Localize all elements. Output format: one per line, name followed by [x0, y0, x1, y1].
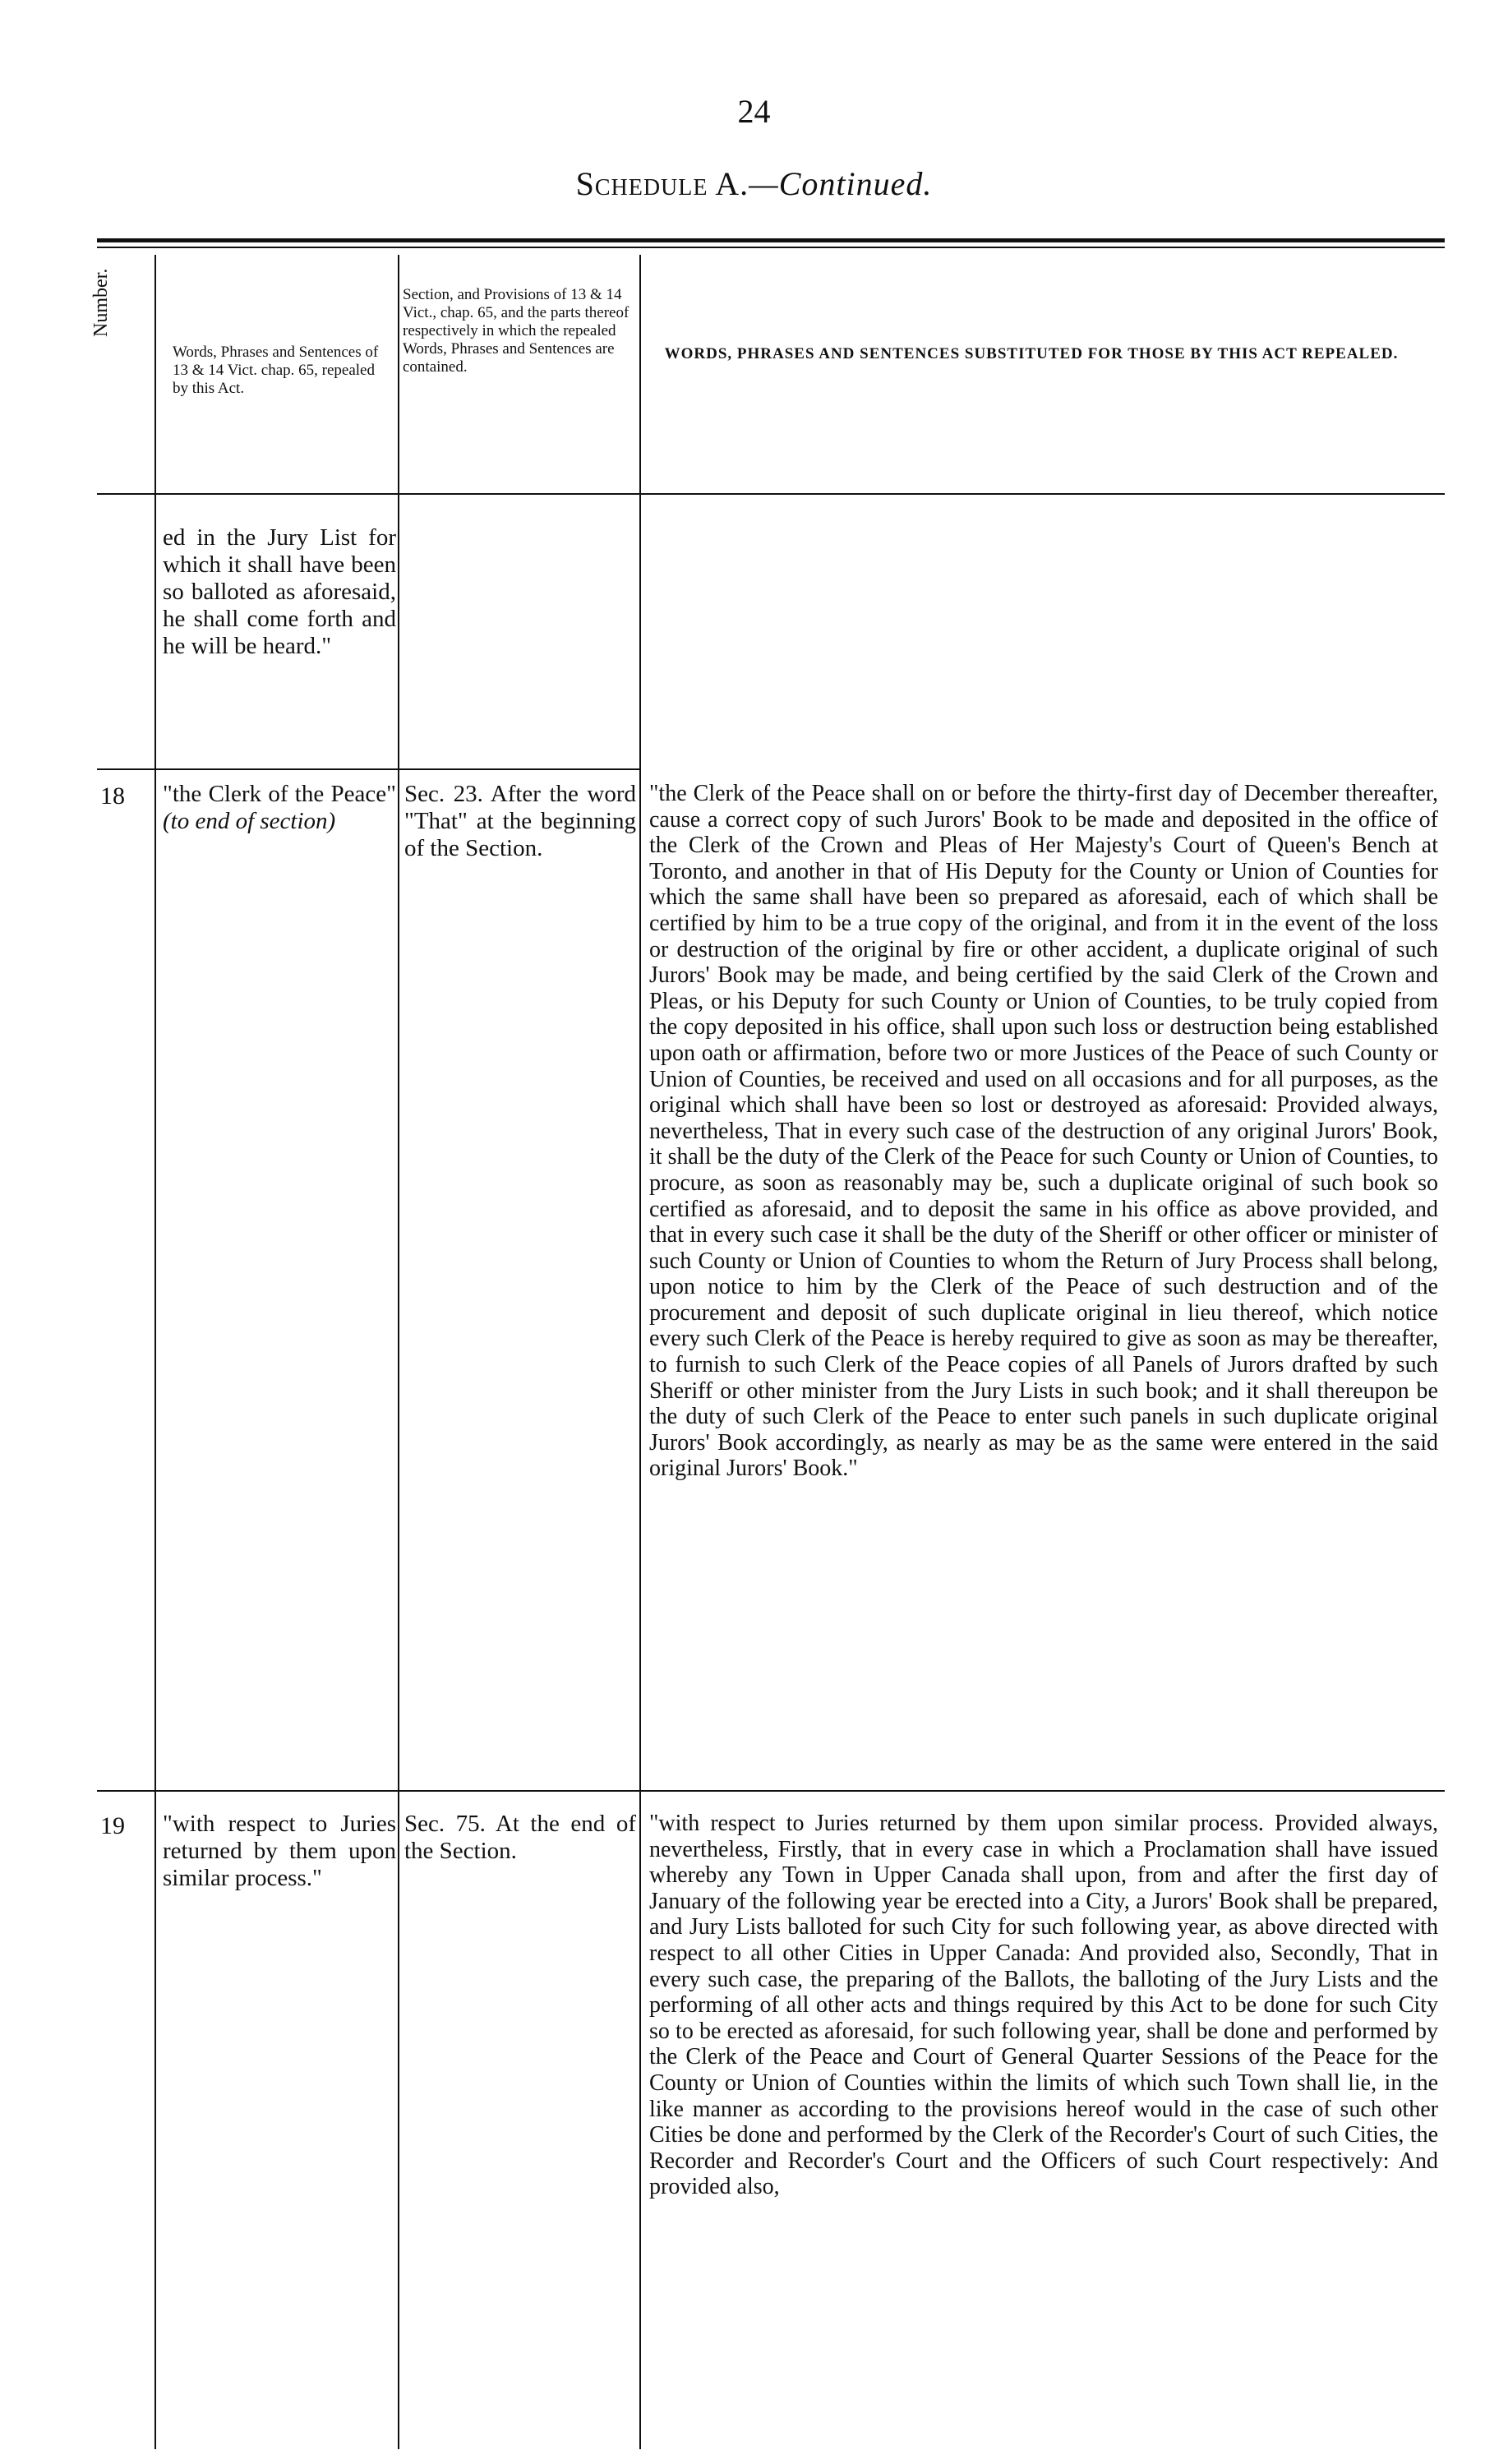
header-number: Number. — [90, 268, 112, 337]
row-18-words — [163, 781, 396, 835]
row-number-19: 19 — [100, 1812, 125, 1839]
header-section-provisions: Section, and Provisions of 13 & 14 Vict., chap. 65, and the parts thereof respectively in which the repealed Words, Phrases and Sentences are contained. — [403, 286, 629, 376]
page-title — [0, 164, 1508, 203]
row-18-words-note: (to end of section) — [163, 808, 336, 834]
row-18-substituted: "the Clerk of the Peace shall on or before the thirty-first day of December thereafter, cause a correct copy of such Jurors' Book to be made and deposited in the office of the Clerk of the Crown and Pleas of Her Majesty's Court of Queen's Bench at Toronto, and another in that of His Deputy for the County or Union of Counties for which the same shall have been so prepared as aforesaid, each of which shall be certified by him to be a true copy of the original, and from it in the event of the loss or destruction of the original by fire or other accident, a duplicate original of such Jurors' Book may be made, and being certified by the said Clerk of the Crown and Pleas, or his Deputy for such County or Union of Counties, to be truly copied from the copy deposited in his office, shall upon such loss or destruction being established upon oath or affirmation, before two or more Justices of the Peace of such County or Union of Counties, be received and used on all occasions and for all purposes, as the original which shall have been so lost or destroyed as aforesaid: Provided always, nevertheless, That in every such case of the destruction of any original Jurors' Book, it shall be the duty of the Clerk of the Peace for such County or Union of Counties, to procure, as soon as reasonably may be, such a duplicate original of such book so certified as aforesaid, and to deposit the same in his office as above provided, and that in every such case it shall be the duty of the Sheriff or other officer or minister of such County or Union of Counties to whom the Return of Jury Process shall belong, upon notice to him by the Clerk of the Peace of such destruction and of the procurement and deposit of such duplicate original in lieu thereof, which notice every such Clerk of the Peace is hereby required to give as soon as may be thereafter, to furnish to such Clerk of the Peace copies of all Panels of Jurors drafted by such Sheriff or other minister from the Jury Lists in such book; and it shall thereupon be the duty of such Clerk of the Peace to enter such panels in such duplicate original Jurors' Book accordingly, as nearly as may be as the same were entered in the said original Jurors' Book." — [649, 781, 1438, 1482]
col-line-3 — [639, 255, 641, 2449]
row-number-18: 18 — [100, 782, 125, 810]
top-rule-thin — [97, 247, 1445, 248]
col-line-2 — [398, 255, 399, 2449]
title-continued: —Continued. — [749, 165, 933, 202]
row-19-section: Sec. 75. At the end of the Section. — [404, 1811, 636, 1864]
row-18-words-quote: "the Clerk of the Peace" — [163, 781, 396, 807]
header-rule — [97, 493, 1445, 495]
title-main: Schedule A. — [575, 165, 749, 202]
row-rule-2 — [97, 1790, 1445, 1792]
page-number: 24 — [737, 93, 771, 130]
top-rule-thick — [97, 238, 1445, 242]
header-words-repealed: Words, Phrases and Sentences of 13 & 14 Vict. chap. 65, repealed by this Act. — [173, 344, 379, 397]
row-19-words: "with respect to Juries returned by them upon similar process." — [163, 1811, 396, 1891]
row-rule-1 — [97, 768, 639, 770]
row-18-section: Sec. 23. After the word "That" at the beginning of the Section. — [404, 781, 636, 861]
row-19-substituted: "with respect to Juries returned by them upon similar process. Provided always, nevertheless, Firstly, that in every case in which a Proclamation shall have issued whereby any Town in Upper Canada shall upon, from and after the first day of January of the following year be erected into a City, a Jurors' Book shall be prepared, and Jury Lists balloted for such City for such following year, as above directed with respect to all other Cities in Upper Canada: And provided also, Secondly, That in every such case, the preparing of the Ballots, the balloting of the Jury Lists and the performing of all other acts and things required by this Act to be done for such City so to be erected as aforesaid, for such following year, shall be done and performed by the Clerk of the Peace and Court of General Quarter Sessions of the Peace for the County or Union of Counties within the limits of which such Town shall lie, in the like manner as according to the provisions hereof would in the case of such other Cities be done and performed by the Clerk of the Recorder's Court of such Cities, the Recorder and Recorder's Court and the Officers of such Court respectively: And provided also, — [649, 1811, 1438, 2200]
header-substituted-words: WORDS, PHRASES AND SENTENCES SUBSTITUTED FOR THOSE BY THIS ACT REPEALED. — [664, 345, 1399, 362]
col-line-1 — [154, 255, 156, 2449]
continuation-words: ed in the Jury List for which it shall have been so balloted as aforesaid, he shall come forth and he will be heard." — [163, 524, 396, 659]
